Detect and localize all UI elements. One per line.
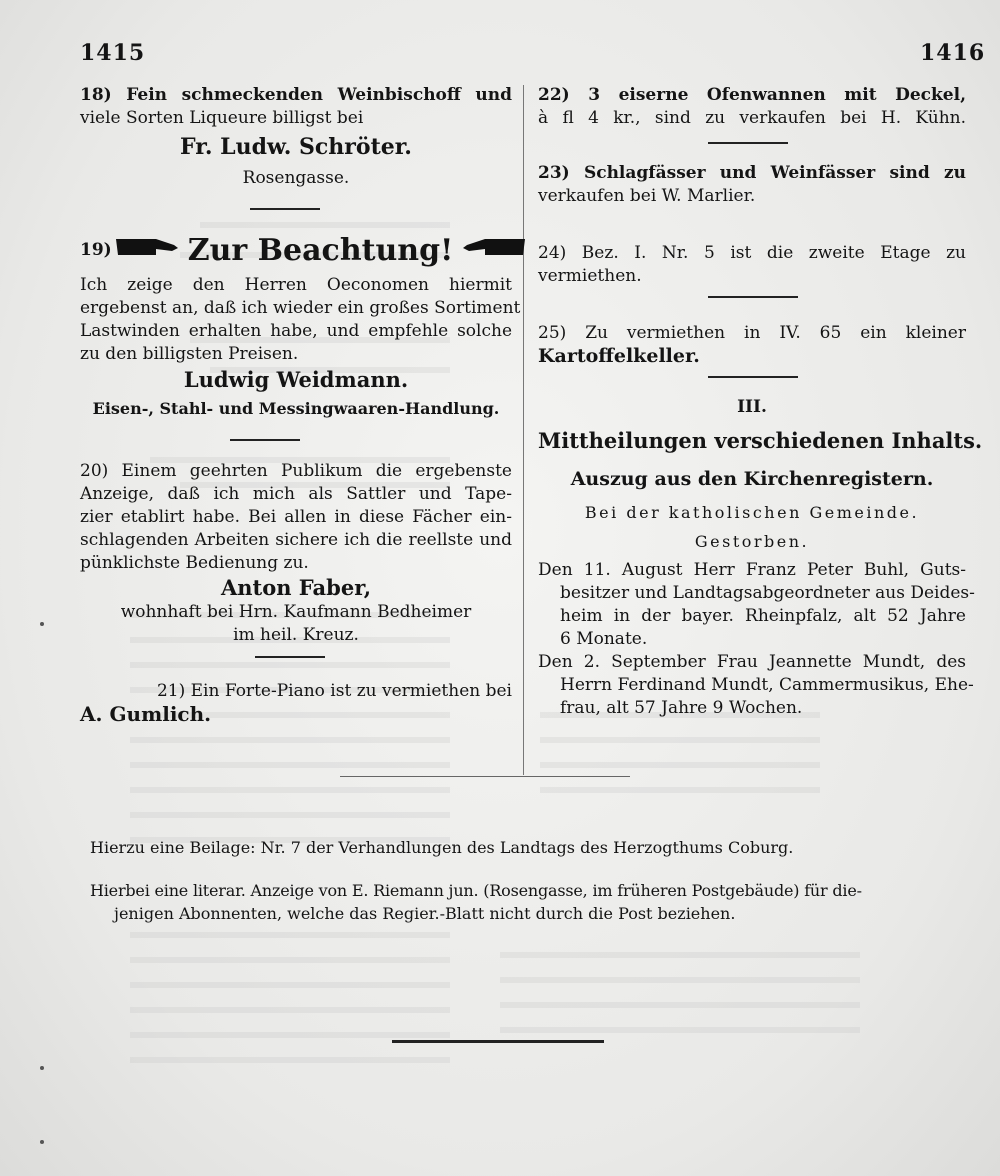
fold-mark	[40, 1066, 44, 1070]
ad-19-line2: ergebenst an, daß ich wieder ein großes Sortiment	[80, 298, 521, 318]
ad-19-number: 19)	[80, 239, 112, 260]
ad-21-line1: 21) Ein Forte-Piano ist zu vermiethen bei	[156, 681, 512, 701]
ad-22	[538, 84, 966, 130]
ad-19-line4: zu den billigsten Preisen.	[80, 344, 299, 364]
section-numeral: III.	[737, 397, 767, 417]
section-III	[538, 396, 983, 720]
ad-19-trade: Eisen-, Stahl- und Messingwaaren-Handlung.	[92, 399, 500, 418]
ad-24-line1: 24) Bez. I. Nr. 5 ist die zweite Etage zu	[538, 243, 966, 263]
ad-24-line2: vermiethen.	[538, 266, 642, 286]
ad-25	[538, 322, 966, 368]
ad-23-line1: 23) Schlagfässer und Weinfässer sind zu	[538, 163, 966, 183]
ad-23-line2: verkaufen bei W. Marlier.	[538, 186, 756, 206]
fold-mark	[40, 622, 44, 626]
ad-separator	[255, 656, 325, 658]
section-subtitle: Auszug aus den Kirchenregistern.	[570, 468, 934, 490]
ad-21-line2: A. Gumlich.	[80, 702, 212, 726]
ad-21	[80, 680, 512, 726]
ad-20-line4: schlagenden Arbeiten sichere ich die reellste und	[80, 530, 512, 550]
footer-rule	[340, 776, 630, 777]
entry-1-line2: besitzer und Landtagsabgeordneter aus Deides-	[560, 583, 975, 603]
entry-1-line4: 6 Monate.	[560, 629, 648, 649]
ad-20-line5: pünklichste Bedienung zu.	[80, 553, 309, 573]
ad-20-line1: 20) Einem geehrten Publikum die ergebenste	[80, 461, 512, 481]
entry-1-line3: heim in der bayer. Rheinpfalz, alt 52 Jahre	[560, 606, 966, 626]
page-number-right: 1416	[920, 40, 986, 66]
ad-24	[538, 242, 966, 288]
footer-line3: jenigen Abonnenten, welche das Regier.-Blatt nicht durch die Post beziehen.	[114, 904, 736, 923]
ad-22-line2: à fl 4 kr., sind zu verkaufen bei H. Kühn.	[538, 108, 966, 128]
death-entry	[538, 559, 975, 651]
entry-2-line1: Den 2. September Frau Jeannette Mundt, des	[538, 652, 966, 672]
pointing-hand-right-icon	[116, 235, 180, 266]
ad-23	[538, 162, 966, 208]
ad-separator	[708, 142, 788, 144]
ad-20-line2: Anzeige, daß ich mich als Sattler und Tape-	[80, 484, 512, 504]
page-number-left: 1415	[80, 40, 146, 66]
ad-separator	[708, 296, 798, 298]
ad-18-line1: 18) Fein schmeckenden Weinbischoff und	[80, 85, 512, 105]
ad-18-line2: viele Sorten Liqueure billigst bei	[80, 108, 364, 128]
ad-20-name: Anton Faber,	[220, 575, 372, 600]
ad-separator	[250, 208, 320, 210]
column-divider	[523, 85, 524, 775]
ad-18-street: Rosengasse.	[242, 168, 350, 188]
ad-19-heading: Zur Beachtung!	[187, 232, 454, 268]
ad-19-line3: Lastwinden erhalten habe, und empfehle solche	[80, 321, 512, 341]
ad-20-addr1: wohnhaft bei Hrn. Kaufmann Bedheimer	[120, 602, 472, 622]
ad-18	[80, 84, 512, 190]
footer-notes	[90, 836, 970, 925]
fold-mark	[40, 1140, 44, 1144]
section-parish: Bei der katholischen Gemeinde.	[584, 503, 920, 522]
entry-1-line1: Den 11. August Herr Franz Peter Buhl, Guts-	[538, 560, 966, 580]
end-rule	[392, 1040, 604, 1043]
section-category: Gestorben.	[694, 532, 810, 551]
entry-2-line2: Herrn Ferdinand Mundt, Cammermusikus, Ehe-	[560, 675, 974, 695]
entry-2-line3: frau, alt 57 Jahre 9 Wochen.	[560, 698, 803, 718]
footer-line1: Hierzu eine Beilage: Nr. 7 der Verhandlungen des Landtags des Herzogthums Coburg.	[90, 838, 794, 857]
ad-18-name: Fr. Ludw. Schröter.	[180, 134, 412, 160]
ad-19-name: Ludwig Weidmann.	[183, 367, 409, 392]
ad-20	[80, 460, 512, 647]
ad-20-line3: zier etablirt habe. Bei allen in diese Fächer ein-	[80, 507, 512, 527]
ad-19-line1: Ich zeige den Herren Oeconomen hiermit	[80, 275, 512, 295]
death-entry	[538, 651, 974, 720]
footer-line2: Hierbei eine literar. Anzeige von E. Riemann jun. (Rosengasse, im früheren Postgebäude) für die-	[90, 881, 862, 900]
ad-25-line2: Kartoffelkeller.	[538, 345, 700, 367]
pointing-hand-left-icon	[461, 235, 525, 266]
ad-25-line1: 25) Zu vermiethen in IV. 65 ein kleiner	[538, 323, 966, 343]
section-title: Mittheilungen verschiedenen Inhalts.	[538, 428, 983, 453]
section-rule	[708, 376, 798, 378]
ad-22-line1: 22) 3 eiserne Ofenwannen mit Deckel,	[538, 85, 966, 105]
ad-20-addr2: im heil. Kreuz.	[233, 625, 359, 645]
ad-19	[80, 230, 521, 420]
ad-separator	[230, 439, 300, 441]
